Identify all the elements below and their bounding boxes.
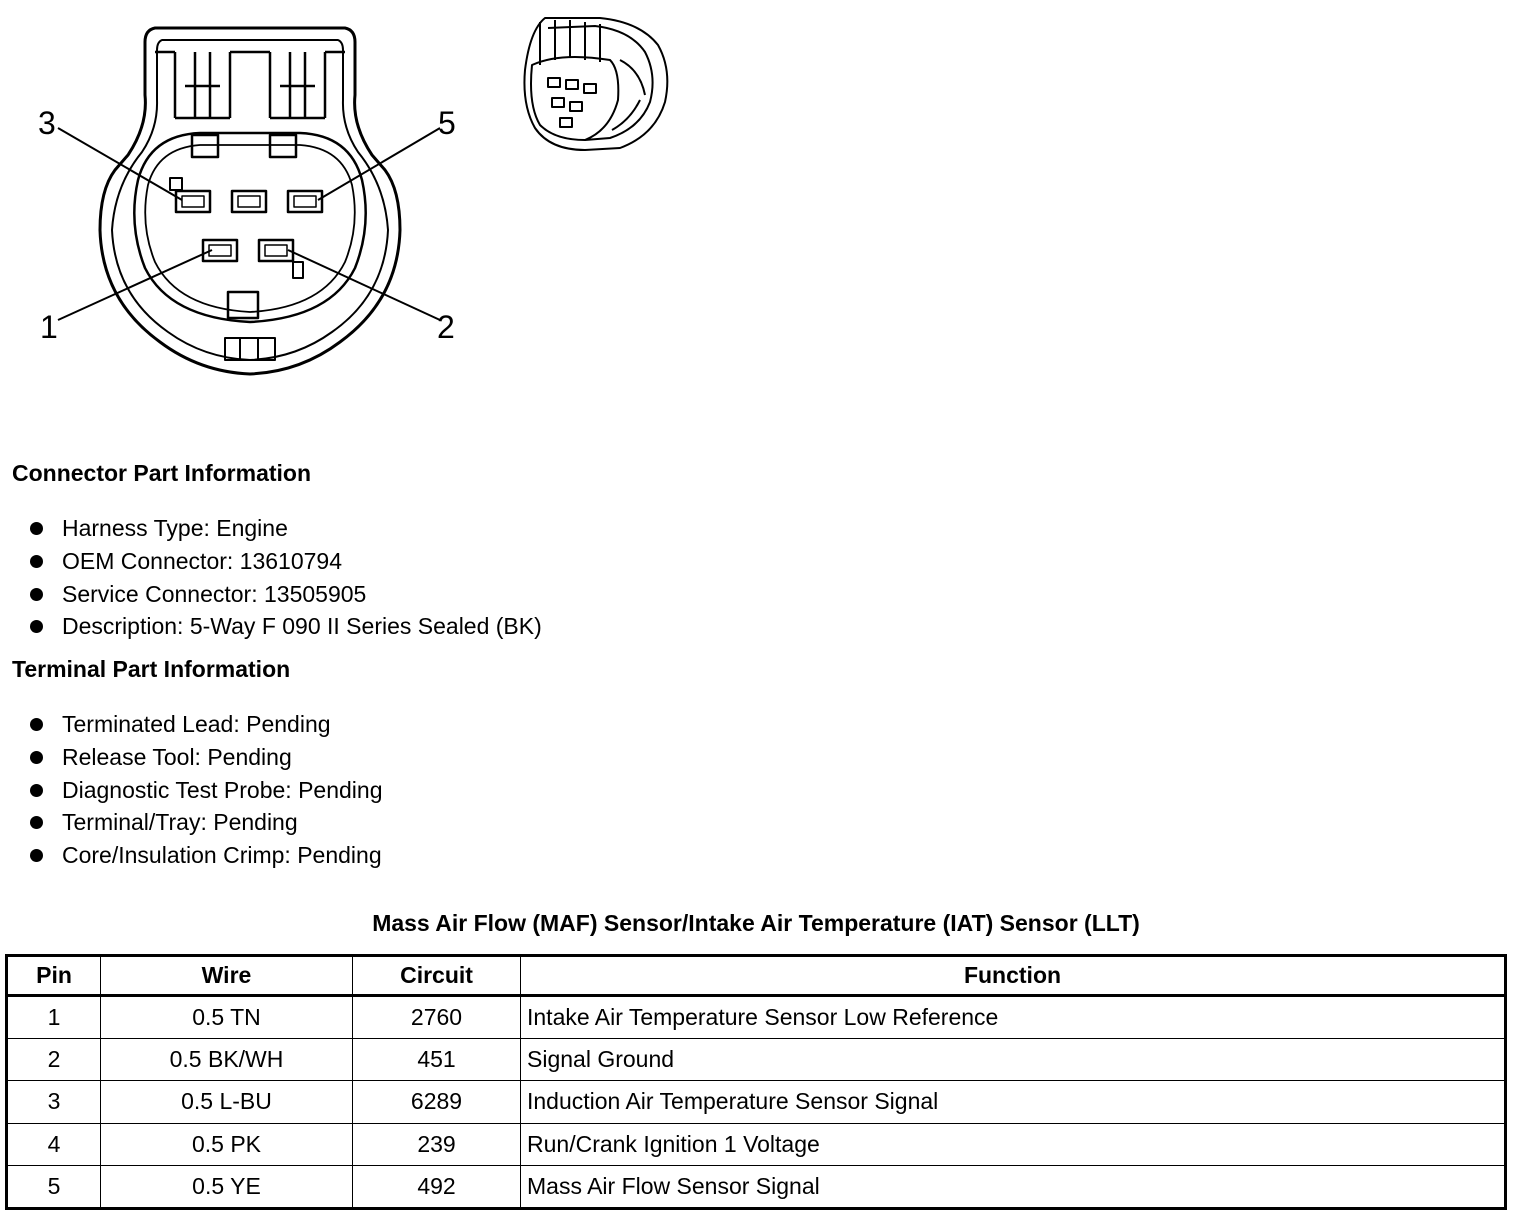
cell-wire: 0.5 PK: [101, 1123, 353, 1166]
list-item-text: Description: 5-Way F 090 II Series Sealed (BK): [62, 613, 542, 640]
bullet-icon: [30, 849, 43, 862]
table-row: [7, 1123, 1506, 1166]
cell-circuit: 2760: [353, 996, 521, 1039]
connector-face: [134, 133, 365, 322]
terminal-info-title: Terminal Part Information: [12, 656, 291, 682]
cell-function: Run/Crank Ignition 1 Voltage: [521, 1123, 1506, 1166]
list-item-text: Core/Insulation Crimp: Pending: [62, 842, 382, 869]
key-bottom-tab: [225, 338, 275, 360]
bullet-icon: [30, 555, 43, 568]
list-item: [28, 807, 383, 840]
cell-wire: 0.5 YE: [101, 1166, 353, 1209]
list-item-text: OEM Connector: 13610794: [62, 547, 343, 574]
cell-function: Mass Air Flow Sensor Signal: [521, 1166, 1506, 1209]
side-notch-right: [293, 262, 303, 278]
cell-circuit: 239: [353, 1123, 521, 1166]
cell-function: Signal Ground: [521, 1038, 1506, 1081]
list-item-text: Harness Type: Engine: [62, 515, 288, 541]
key-top-right: [270, 135, 296, 157]
cavity-pin-3-inner: [182, 196, 204, 207]
cell-pin: 5: [7, 1166, 101, 1209]
cell-circuit: 492: [353, 1166, 521, 1209]
list-item: [28, 840, 383, 873]
side-notch-left: [170, 178, 182, 190]
header-circuit: Circuit: [353, 956, 521, 996]
list-item: [28, 742, 383, 775]
list-item: [28, 775, 383, 808]
cavity-pin-5: [288, 191, 322, 212]
bullet-icon: [30, 620, 43, 633]
cell-function: Induction Air Temperature Sensor Signal: [521, 1081, 1506, 1124]
connector-face-inner: [145, 145, 355, 312]
list-item-text: Release Tool: Pending: [62, 743, 292, 770]
cell-pin: 4: [7, 1123, 101, 1166]
bullet-icon: [30, 751, 43, 764]
cell-pin: 2: [7, 1038, 101, 1081]
list-item-text: Diagnostic Test Probe: Pending: [62, 776, 383, 803]
cell-wire: 0.5 BK/WH: [101, 1038, 353, 1081]
list-item-text: Terminated Lead: Pending: [62, 711, 331, 737]
connector-perspective-view: [524, 18, 667, 150]
terminal-info-list: [28, 709, 383, 873]
key-bottom-tab-lines: [240, 338, 258, 360]
key-bottom: [228, 292, 258, 318]
pin-label-2: 2: [437, 309, 455, 345]
table-header-row: [7, 956, 1506, 996]
bullet-icon: [30, 588, 43, 601]
pin-label-1: 1: [40, 309, 58, 345]
list-item: [28, 579, 542, 612]
cell-pin: 3: [7, 1081, 101, 1124]
connector-diagram: [0, 0, 700, 420]
bullet-icon: [30, 522, 43, 535]
list-item: [28, 513, 542, 546]
table-row: [7, 1166, 1506, 1209]
cell-wire: 0.5 L-BU: [101, 1081, 353, 1124]
table-row: [7, 996, 1506, 1039]
cavity-pin-3: [176, 191, 210, 212]
cavity-pin-1: [203, 240, 237, 261]
pin-label-3: 3: [38, 105, 56, 141]
list-item: [28, 611, 542, 644]
cavities: [176, 191, 322, 261]
cavity-pin-2-inner: [265, 245, 287, 256]
latch-right: [270, 52, 325, 118]
pin-label-5: 5: [438, 105, 456, 141]
connector-info-title: Connector Part Information: [12, 460, 312, 486]
cavity-pin-4: [232, 191, 266, 212]
header-wire: Wire: [101, 956, 353, 996]
cavity-pin-1-inner: [209, 245, 231, 256]
cell-circuit: 451: [353, 1038, 521, 1081]
cavity-pin-4-inner: [238, 196, 260, 207]
list-item-text: Terminal/Tray: Pending: [62, 809, 298, 836]
connector-info-list: [28, 513, 542, 644]
header-function: Function: [521, 956, 1506, 996]
bullet-icon: [30, 784, 43, 797]
pin-table: [5, 954, 1507, 1210]
cell-circuit: 6289: [353, 1081, 521, 1124]
list-item: [28, 546, 542, 579]
cavity-pin-5-inner: [294, 196, 316, 207]
bullet-icon: [30, 816, 43, 829]
bullet-icon: [30, 718, 43, 731]
cell-pin: 1: [7, 996, 101, 1039]
latch-left: [175, 52, 230, 118]
list-item: [28, 709, 383, 742]
table-row: [7, 1081, 1506, 1124]
cell-function: Intake Air Temperature Sensor Low Reference: [521, 996, 1506, 1039]
pin-table-title: Mass Air Flow (MAF) Sensor/Intake Air Temperature (IAT) Sensor (LLT): [372, 910, 1140, 936]
list-item-text: Service Connector: 13505905: [62, 580, 367, 607]
table-row: [7, 1038, 1506, 1081]
header-pin: Pin: [7, 956, 101, 996]
cell-wire: 0.5 TN: [101, 996, 353, 1039]
